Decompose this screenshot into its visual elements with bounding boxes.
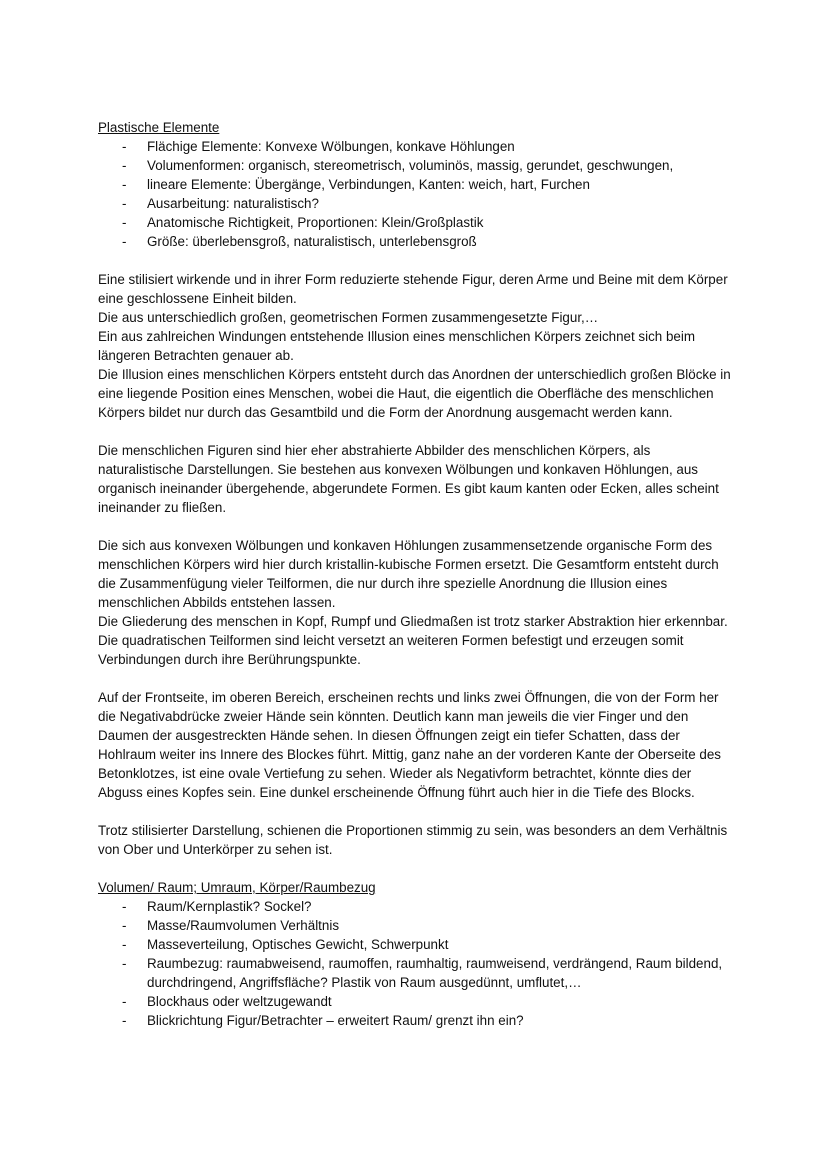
paragraph-block-5 xyxy=(98,821,738,859)
list-item: - Blickrichtung Figur/Betrachter – erweitert Raum/ grenzt ihn ein? xyxy=(98,1011,738,1030)
list-item: - lineare Elemente: Übergänge, Verbindungen, Kanten: weich, hart, Furchen xyxy=(98,175,738,194)
paragraph-block-3 xyxy=(98,536,738,669)
paragraph-block-2 xyxy=(98,441,738,517)
list-item: - Flächige Elemente: Konvexe Wölbungen, konkave Höhlungen xyxy=(98,137,738,156)
section-heading-volumen-raum: Volumen/ Raum; Umraum, Körper/Raumbezug xyxy=(98,880,376,895)
paragraph-block-1 xyxy=(98,270,738,422)
paragraph-line: Die menschlichen Figuren sind hier eher abstrahierte Abbilder des menschlichen Körpers, als naturalistische Darstellungen. Sie bestehen aus konvexen Wölbungen und konkaven Höhlungen, aus organisch ineinander übergehende, abgerundete Formen. Es gibt kaum kanten oder Ecken, alles scheint ineinander zu fließen. xyxy=(98,443,719,515)
list-item: - Anatomische Richtigkeit, Proportionen: Klein/Großplastik xyxy=(98,213,738,232)
paragraph-line: Trotz stilisierter Darstellung, schienen die Proportionen stimmig zu sein, was besonders an dem Verhältnis von Ober und Unterkörper zu sehen ist. xyxy=(98,823,728,857)
list-item: - Blockhaus oder weltzugewandt xyxy=(98,992,738,1011)
section-heading-plastische-elemente: Plastische Elemente xyxy=(98,120,220,135)
list-item: - Größe: überlebensgroß, naturalistisch, unterlebensgroß xyxy=(98,232,738,251)
paragraph-line: Auf der Frontseite, im oberen Bereich, erscheinen rechts und links zwei Öffnungen, die von der Form her die Negativabdrücke zweier Hände sein könnten. Deutlich kann man jeweils die vier Finger und den Daumen der ausgestreckten Hände sehen. In diesen Öffnungen zeigt ein tiefer Schatten, dass der Hohlraum weiter ins Innere des Blockes führt. Mittig, ganz nahe an der vorderen Kante der Oberseite des Betonklotzes, ist eine ovale Vertiefung zu sehen. Wieder als Negativform betrachtet, könnte dies der Abguss eines Kopfes sein. Eine dunkel erscheinende Öffnung führt auch hier in die Tiefe des Blocks. xyxy=(98,690,721,800)
paragraph-line: Die sich aus konvexen Wölbungen und konkaven Höhlungen zusammensetzende organische Form des menschlichen Körpers wird hier durch kristallin-kubische Formen ersetzt. Die Gesamtform entsteht durch die Zusammenfügung vieler Teilformen, die nur durch ihre spezielle Anordnung die Illusion eines menschlichen Abbilds entstehen lassen. xyxy=(98,538,719,610)
volumen-raum-list xyxy=(98,897,738,1030)
plastische-elemente-list xyxy=(98,137,738,251)
list-item: - Raumbezug: raumabweisend, raumoffen, raumhaltig, raumweisend, verdrängend, Raum bildend, durchdringend, Angriffsfläche? Plastik von Raum ausgedünnt, umflutet,… xyxy=(98,954,738,992)
paragraph-line: Die Gliederung des menschen in Kopf, Rumpf und Gliedmaßen ist trotz starker Abstraktion hier erkennbar. Die quadratischen Teilformen sind leicht versetzt an weiteren Formen befestigt und erzeugen somit Verbindungen durch ihre Berührungspunkte. xyxy=(98,614,728,667)
paragraph-line: Die Illusion eines menschlichen Körpers entsteht durch das Anordnen der unterschiedlich großen Blöcke in eine liegende Position eines Menschen, wobei die Haut, die eigentlich die Oberfläche des menschlichen Körpers bildet nur durch das Gesamtbild und die Form der Anordnung ausgemacht werden kann. xyxy=(98,367,731,420)
paragraph-block-4 xyxy=(98,688,738,802)
document-page xyxy=(98,118,738,1030)
paragraph-line: Ein aus zahlreichen Windungen entstehende Illusion eines menschlichen Körpers zeichnet sich beim längeren Betrachten genauer ab. xyxy=(98,329,695,363)
paragraph-line: Eine stilisiert wirkende und in ihrer Form reduzierte stehende Figur, deren Arme und Beine mit dem Körper eine geschlossene Einheit bilden. xyxy=(98,272,728,306)
list-item: - Masseverteilung, Optisches Gewicht, Schwerpunkt xyxy=(98,935,738,954)
list-item: - Masse/Raumvolumen Verhältnis xyxy=(98,916,738,935)
list-item: - Volumenformen: organisch, stereometrisch, voluminös, massig, gerundet, geschwungen, xyxy=(98,156,738,175)
paragraph-line: Die aus unterschiedlich großen, geometrischen Formen zusammengesetzte Figur,… xyxy=(98,310,599,325)
list-item: - Ausarbeitung: naturalistisch? xyxy=(98,194,738,213)
list-item: - Raum/Kernplastik? Sockel? xyxy=(98,897,738,916)
